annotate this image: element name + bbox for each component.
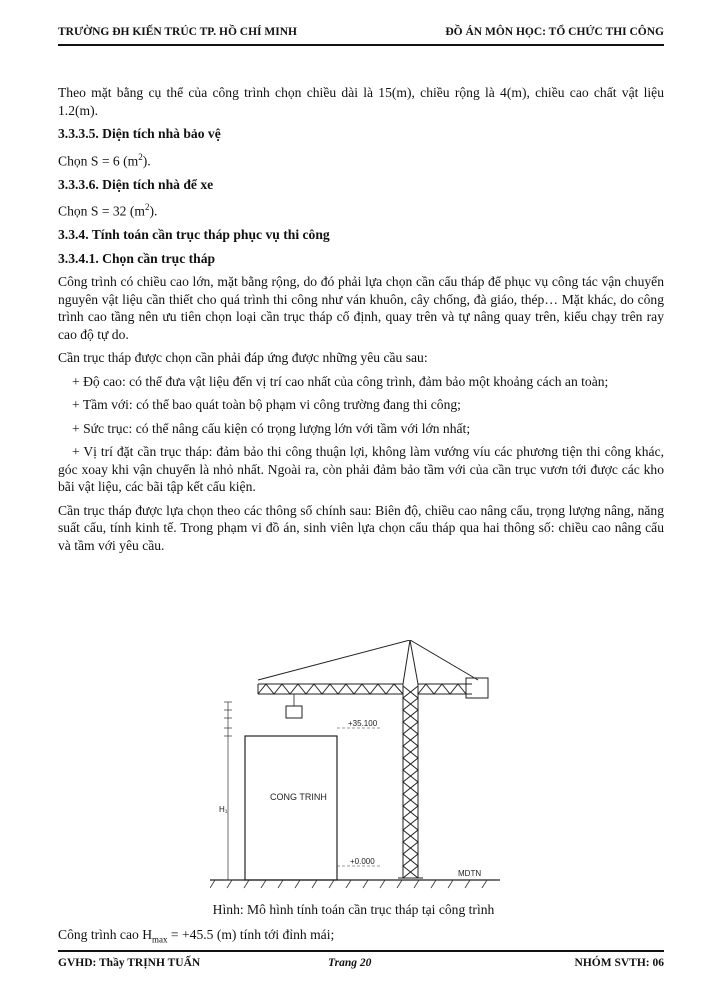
footer-page-number: Trang 20 [328, 957, 372, 969]
heading-3341: 3.3.4.1. Chọn cần trục tháp [58, 250, 216, 266]
paragraph-building-height: Công trình cao $H_{max} = +45.5$ (m) tính tới đỉnh mái; [58, 927, 335, 945]
crane-mast [398, 684, 423, 878]
ground-label: MDTN [458, 869, 482, 878]
bullet-reach: + Tầm với: có thể bao quát toàn bộ phạm vi công trường đang thi công; [72, 397, 461, 413]
heading-3335: 3.3.3.5. Diện tích nhà bảo vệ [58, 126, 221, 141]
paragraph-requirements: Cần trục tháp được chọn cần phải đáp ứng được những yêu cầu sau: [58, 350, 428, 366]
header-school: TRƯỜNG ĐH KIẾN TRÚC TP. HỒ CHÍ MINH [58, 26, 297, 38]
tower-crane-diagram [210, 640, 500, 898]
footer-group: NHÓM SVTH: 06 [574, 957, 664, 969]
crane-jib [258, 684, 403, 694]
bullet-position: + Vị trí đặt cần trục tháp: đảm bảo thi công thuận lợi, không làm vướng víu các phương tiện thi công khác, góc xoay khi vận chuyển là nhỏ nhất. Ngoài ra, còn phải đảm bảo tầm với của cần trục vươn tới được các kho bãi vật liệu, các bãi tập kết cấu kiện. [58, 444, 664, 495]
paragraph-parking-area: Chọn S = 32 $(m^2)$. [58, 202, 158, 219]
ground-hatch [210, 880, 487, 888]
level-ground-label: +0.000 [350, 857, 375, 866]
figure-caption: Hình: Mô hình tính toán cần trục tháp tại công trình [212, 902, 495, 917]
page-header [58, 22, 664, 46]
bullet-capacity: + Sức trục: có thể nâng cấu kiện có trọng lượng lớn với tầm với lớn nhất; [72, 420, 471, 436]
height-label: H₁ [219, 805, 228, 814]
heading-3336: 3.3.3.6. Diện tích nhà để xe [58, 176, 214, 192]
footer-instructor: GVHD: Thầy TRỊNH TUẤN [58, 957, 201, 969]
level-top-label: +35.100 [348, 719, 378, 728]
crane-load [286, 706, 302, 718]
crane-peak [258, 640, 478, 684]
header-course: ĐỒ ÁN MÔN HỌC: TỔ CHỨC THI CÔNG [445, 26, 664, 38]
paragraph-crane-intro: Công trình có chiều cao lớn, mặt bằng rộng, do đó phải lựa chọn cần cẩu tháp để phục vụ công tác vận chuyển nguyên vật liệu cần thiết cho quá trình thi công như ván khuôn, cây chống, đà giáo, thép… Mặt khác, do công trình cao tầng nên ưu tiên chọn loại cần trục tháp cố định, quay trên và tự nâng quay trên, kiểu chạy trên ray cao độ tự do. [58, 274, 664, 342]
page-footer [58, 950, 664, 974]
bullet-height: + Độ cao: có thể đưa vật liệu đến vị trí cao nhất của công trình, đảm bảo một khoảng cách an toàn; [72, 373, 609, 389]
paragraph-guard-area: Chọn S = 6 $(m^2)$. [58, 151, 151, 169]
paragraph-selection-criteria: Cần trục tháp được lựa chọn theo các thông số chính sau: Biên độ, chiều cao nâng cẩu, trọng lượng nâng, năng suất cẩu, tính kinh tế. Trong phạm vi đồ án, sinh viên lựa chọn cẩu tháp qua hai thông số: chiều cao nâng cẩu và tầm với yêu cầu. [58, 502, 664, 553]
heading-334: 3.3.4. Tính toán cần trục tháp phục vụ thi công [58, 227, 330, 243]
crane-counter-jib [418, 678, 488, 698]
height-dimension [224, 702, 232, 880]
paragraph-storage-size: Theo mặt bằng cụ thể của công trình chọn chiều dài là 15(m), chiều rộng là 4(m), chiều cao chất vật liệu 1.2(m). [58, 85, 664, 118]
building-outline [245, 736, 337, 880]
page-content [58, 84, 664, 560]
building-label: CONG TRINH [270, 792, 327, 802]
